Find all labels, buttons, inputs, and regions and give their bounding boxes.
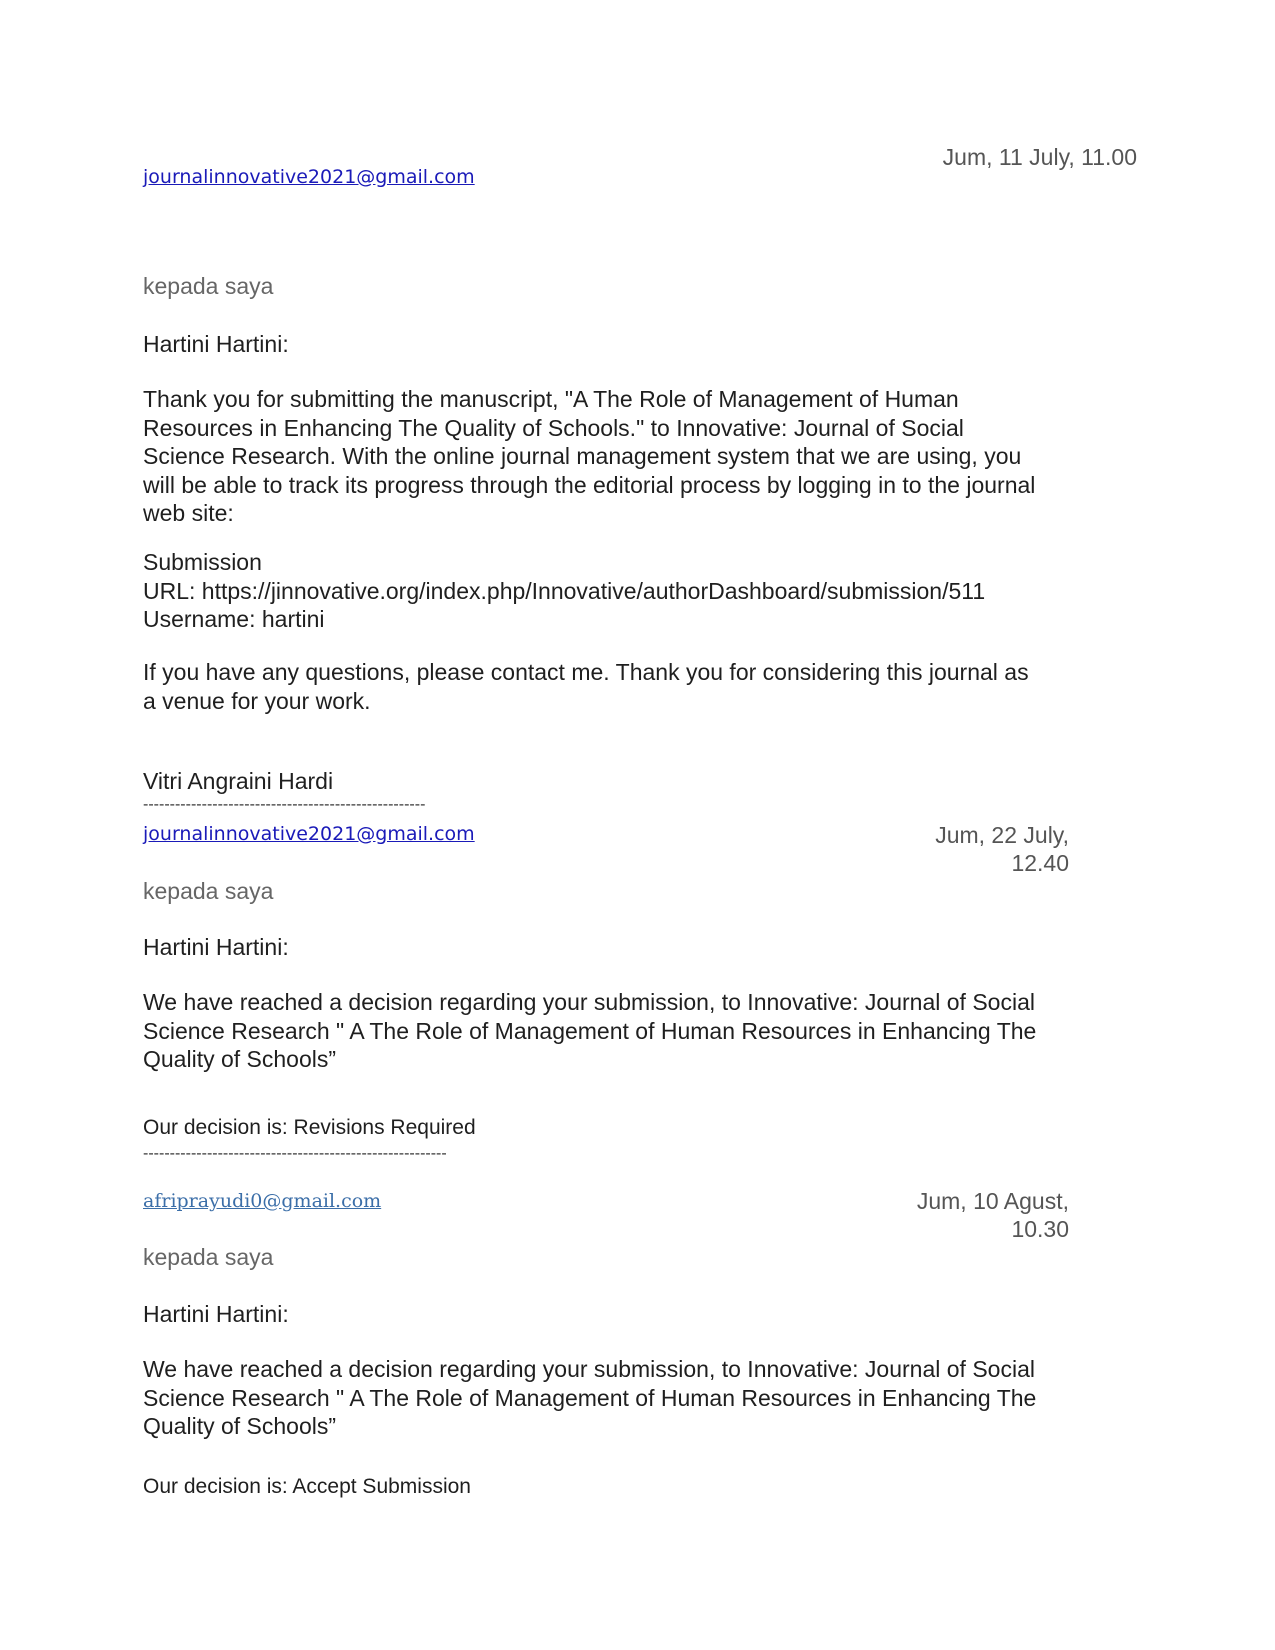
- message-3-date: Jum, 10 Agust, 10.30: [916, 1188, 1069, 1242]
- message-1-recipient: kepada saya: [143, 273, 274, 299]
- message-2-date: Jum, 22 July, 12.40: [935, 822, 1069, 876]
- message-3-greeting: Hartini Hartini:: [143, 1301, 289, 1327]
- message-2-recipient: kepada saya: [143, 878, 274, 904]
- message-1-sender-link[interactable]: journalinnovative2021@gmail.com: [143, 166, 475, 188]
- message-2-sender-link[interactable]: journalinnovative2021@gmail.com: [143, 823, 475, 845]
- message-3-body: We have reached a decision regarding your submission, to Innovative: Journal of Social Science Research " A The Role of Management of Human Resources in Enhancing The Quality of Schools”: [143, 1356, 1037, 1439]
- message-1-signature: Vitri Angraini Hardi: [143, 768, 334, 794]
- message-1-separator: -----------------------------------------------------: [143, 796, 426, 813]
- message-2-decision: Our decision is: Revisions Required: [143, 1116, 476, 1139]
- message-2-body: We have reached a decision regarding your submission, to Innovative: Journal of Social Science Research " A The Role of Management of Human Resources in Enhancing The Quality of Schools”: [143, 989, 1037, 1072]
- message-1-submission-info: Submission URL: https://jinnovative.org/index.php/Innovative/authorDashboard/submission/511 Username: hartini: [143, 549, 986, 632]
- message-2-separator: ---------------------------------------------------------: [143, 1145, 447, 1162]
- message-3-decision: Our decision is: Accept Submission: [143, 1475, 471, 1498]
- message-1-closing: If you have any questions, please contact me. Thank you for considering this journal as a venue for your work.: [143, 659, 1029, 714]
- message-1-body: Thank you for submitting the manuscript, "A The Role of Management of Human Resources in Enhancing The Quality of Schools." to Innovative: Journal of Social Science Research. With the online journal management system that we are using, you will be able to track its progress through the editorial process by logging in to the journal web site:: [143, 386, 1036, 526]
- message-3-sender-link[interactable]: afriprayudi0@gmail.com: [143, 1190, 382, 1212]
- message-1-date: Jum, 11 July, 11.00: [942, 144, 1137, 170]
- message-2-greeting: Hartini Hartini:: [143, 934, 289, 960]
- message-3-recipient: kepada saya: [143, 1244, 274, 1270]
- message-1-greeting: Hartini Hartini:: [143, 331, 289, 357]
